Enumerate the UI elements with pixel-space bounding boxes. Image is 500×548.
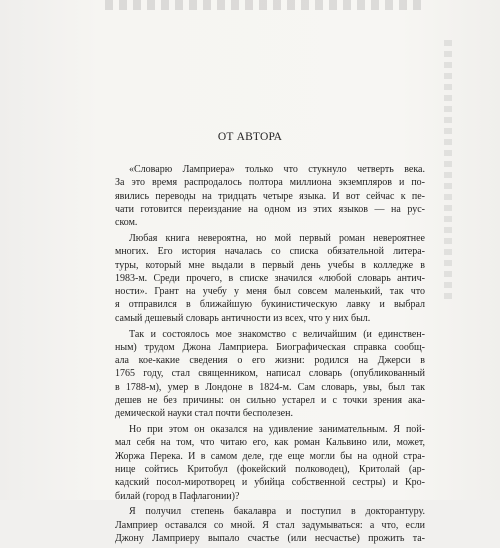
text-line: Ламприер оставался со мной. Я стал задумываться: а что, если — [115, 519, 425, 531]
text-line: нице сойтись Критобул (фокейский полководец), Критолай (ар- — [115, 464, 425, 476]
text-line: ала кое-какие сведения о его жизни: родился на Джерси в — [115, 355, 425, 367]
paragraph-5 — [115, 505, 425, 545]
text-line: Я получил степень бакалавра и поступил в докторантуру. — [129, 506, 425, 518]
text-line: 1765 году, стал священником, написал словарь (опубликованный — [115, 368, 425, 380]
text-line: многих. Его история началась со списка обязательной литера- — [115, 246, 425, 258]
text-line: в 1788-м), умер в Лондоне в 1824-м. Сам словарь, увы, был так — [115, 381, 425, 393]
paragraph-1 — [115, 163, 425, 229]
section-heading: ОТ АВТОРА — [217, 131, 283, 143]
text-line: Так и состоялось мое знакомство с величайшим (и единствен- — [129, 328, 425, 340]
text-line: Но при этом он оказался на удивление занимательным. Я пой- — [129, 424, 425, 436]
show-through-text-top — [105, 0, 425, 10]
text-line: ности». Грант на учебу у меня был совсем маленький, так что — [115, 286, 425, 298]
text-line: ском. — [115, 217, 138, 229]
text-line: «Словарю Ламприера» только что стукнуло четверть века. — [129, 164, 425, 175]
text-line: кадский посол-миротворец и убийца собственной сестры) и Кро- — [115, 477, 425, 489]
show-through-text-right — [444, 40, 452, 300]
text-line: 1983-м. Среди прочего, в списке значился «любой словарь антич- — [115, 272, 425, 284]
text-line: Любая книга невероятна, но мой первый роман невероятнее — [129, 232, 425, 244]
body-text — [115, 163, 425, 548]
text-line: чати готовится переиздание на одном из этих языков — на рус- — [115, 203, 425, 215]
text-line: самый дешевый словарь античности из всех, что у них был. — [115, 312, 371, 324]
text-line: Жоржа Перека. И в самом деле, где еще могли бы на одной стра- — [115, 450, 425, 462]
text-line: явились переводы на тридцать четыре языка. И вот сейчас к пе- — [115, 190, 425, 202]
text-line: билай (город в Пафлагонии)? — [115, 490, 240, 502]
paragraph-3 — [115, 328, 425, 421]
text-line: демической науки стал почти бесполезен. — [115, 408, 293, 420]
paragraph-2 — [115, 232, 425, 325]
text-line: ным) трудом Джона Ламприера. Биографическая справка сообщ- — [115, 341, 425, 353]
text-line: я отправился в ближайшую букинистическую лавку и выбрал — [115, 299, 425, 311]
text-line: дешев не без причины: он сильно устарел и с точки зрения ака- — [115, 395, 425, 407]
paragraph-4 — [115, 423, 425, 503]
text-line: За это время распродалось полтора миллиона экземпляров и по- — [115, 177, 425, 189]
text-line: Джону Ламприеру выпало счастье (или несчастье) прожить та- — [115, 533, 425, 545]
text-line: туры, который мне выдали в первый день учебы в колледже в — [115, 259, 425, 271]
text-line: мал себя на том, что читаю его, как роман Кальвино или, может, — [115, 437, 425, 449]
